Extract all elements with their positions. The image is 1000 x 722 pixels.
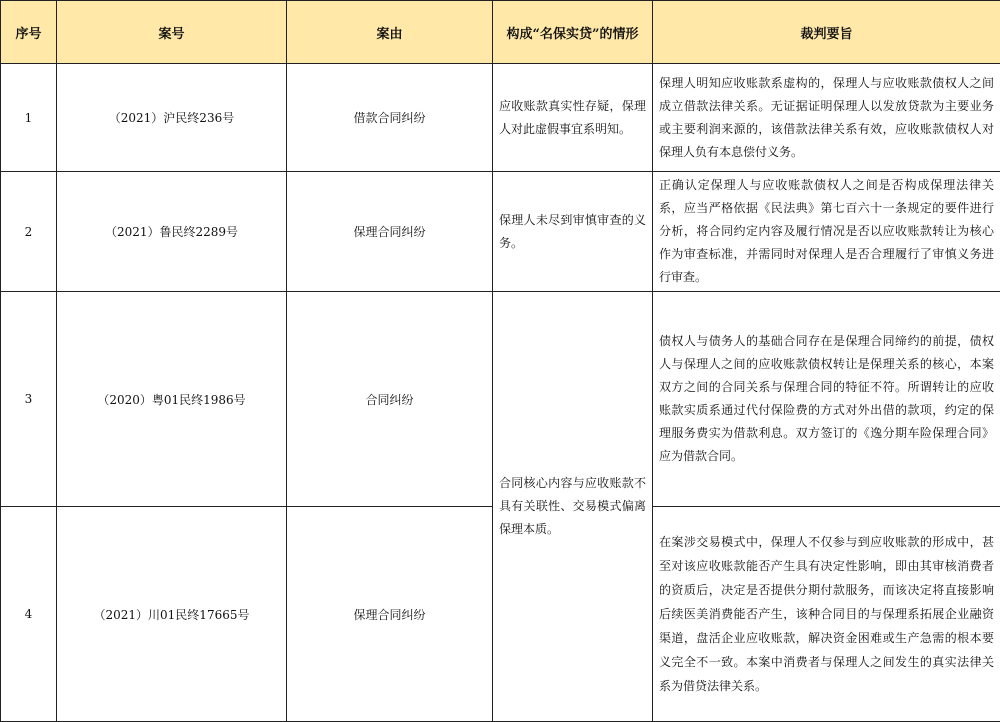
header-cause: 案由 <box>287 1 493 64</box>
row-case-no: （2021）沪民终236号 <box>57 64 287 172</box>
header-no: 序号 <box>1 1 57 64</box>
table-row <box>1 64 1000 172</box>
table-row <box>1 172 1000 292</box>
table-row <box>1 292 1000 507</box>
row-case-no: （2021）鲁民终2289号 <box>57 172 287 292</box>
header-case-no: 案号 <box>57 1 287 64</box>
header-row <box>1 1 1000 64</box>
row-situation: 应收账款真实性存疑，保理人对此虚假事宜系明知。 <box>493 64 653 172</box>
header-situation: 构成“名保实贷”的情形 <box>493 1 653 64</box>
row-case-no: （2021）川01民终17665号 <box>57 507 287 722</box>
header-holding: 裁判要旨 <box>653 1 1000 64</box>
row-no: 3 <box>1 292 57 507</box>
row-cause: 借款合同纠纷 <box>287 64 493 172</box>
row-cause: 保理合同纠纷 <box>287 172 493 292</box>
row-holding: 在案涉交易模式中，保理人不仅参与到应收账款的形成中，甚至对该应收账款能否产生具有决定性影响，即由其审核消费者的资质后，决定是否提供分期付款服务，而该决定将直接影响后续医美消费能否产生，该种合同目的与保理系拓展企业融资渠道，盘活企业应收账款，解决资金困难或生产急需的根本要义完全不一致。本案中消费者与保理人之间发生的真实法律关系为借贷法律关系。 <box>653 507 1000 722</box>
row-no: 2 <box>1 172 57 292</box>
row-no: 4 <box>1 507 57 722</box>
row-cause: 合同纠纷 <box>287 292 493 507</box>
row-no: 1 <box>1 64 57 172</box>
row-situation-shared: 合同核心内容与应收账款不具有关联性、交易模式偏离保理本质。 <box>493 292 653 722</box>
row-situation: 保理人未尽到审慎审查的义务。 <box>493 172 653 292</box>
row-case-no: （2020）粤01民终1986号 <box>57 292 287 507</box>
row-holding: 保理人明知应收账款系虚构的，保理人与应收账款债权人之间成立借款法律关系。无证据证明保理人以发放贷款为主要业务或主要利润来源的，该借款法律关系有效，应收账款债权人对保理人负有本息偿付义务。 <box>653 64 1000 172</box>
row-cause: 保理合同纠纷 <box>287 507 493 722</box>
row-holding: 债权人与债务人的基础合同存在是保理合同缔约的前提，债权人与保理人之间的应收账款债权转让是保理关系的核心，本案双方之间的合同关系与保理合同的特征不符。所谓转让的应收账款实质系通过代付保险费的方式对外出借的款项，约定的保理服务费实为借款利息。双方签订的《逸分期车险保理合同》应为借款合同。 <box>653 292 1000 507</box>
row-holding: 正确认定保理人与应收账款债权人之间是否构成保理法律关系，应当严格依据《民法典》第七百六十一条规定的要件进行分析，将合同约定内容及履行情况是否以应收账款转让为核心作为审查标准，并需同时对保理人是否合理履行了审慎义务进行审查。 <box>653 172 1000 292</box>
